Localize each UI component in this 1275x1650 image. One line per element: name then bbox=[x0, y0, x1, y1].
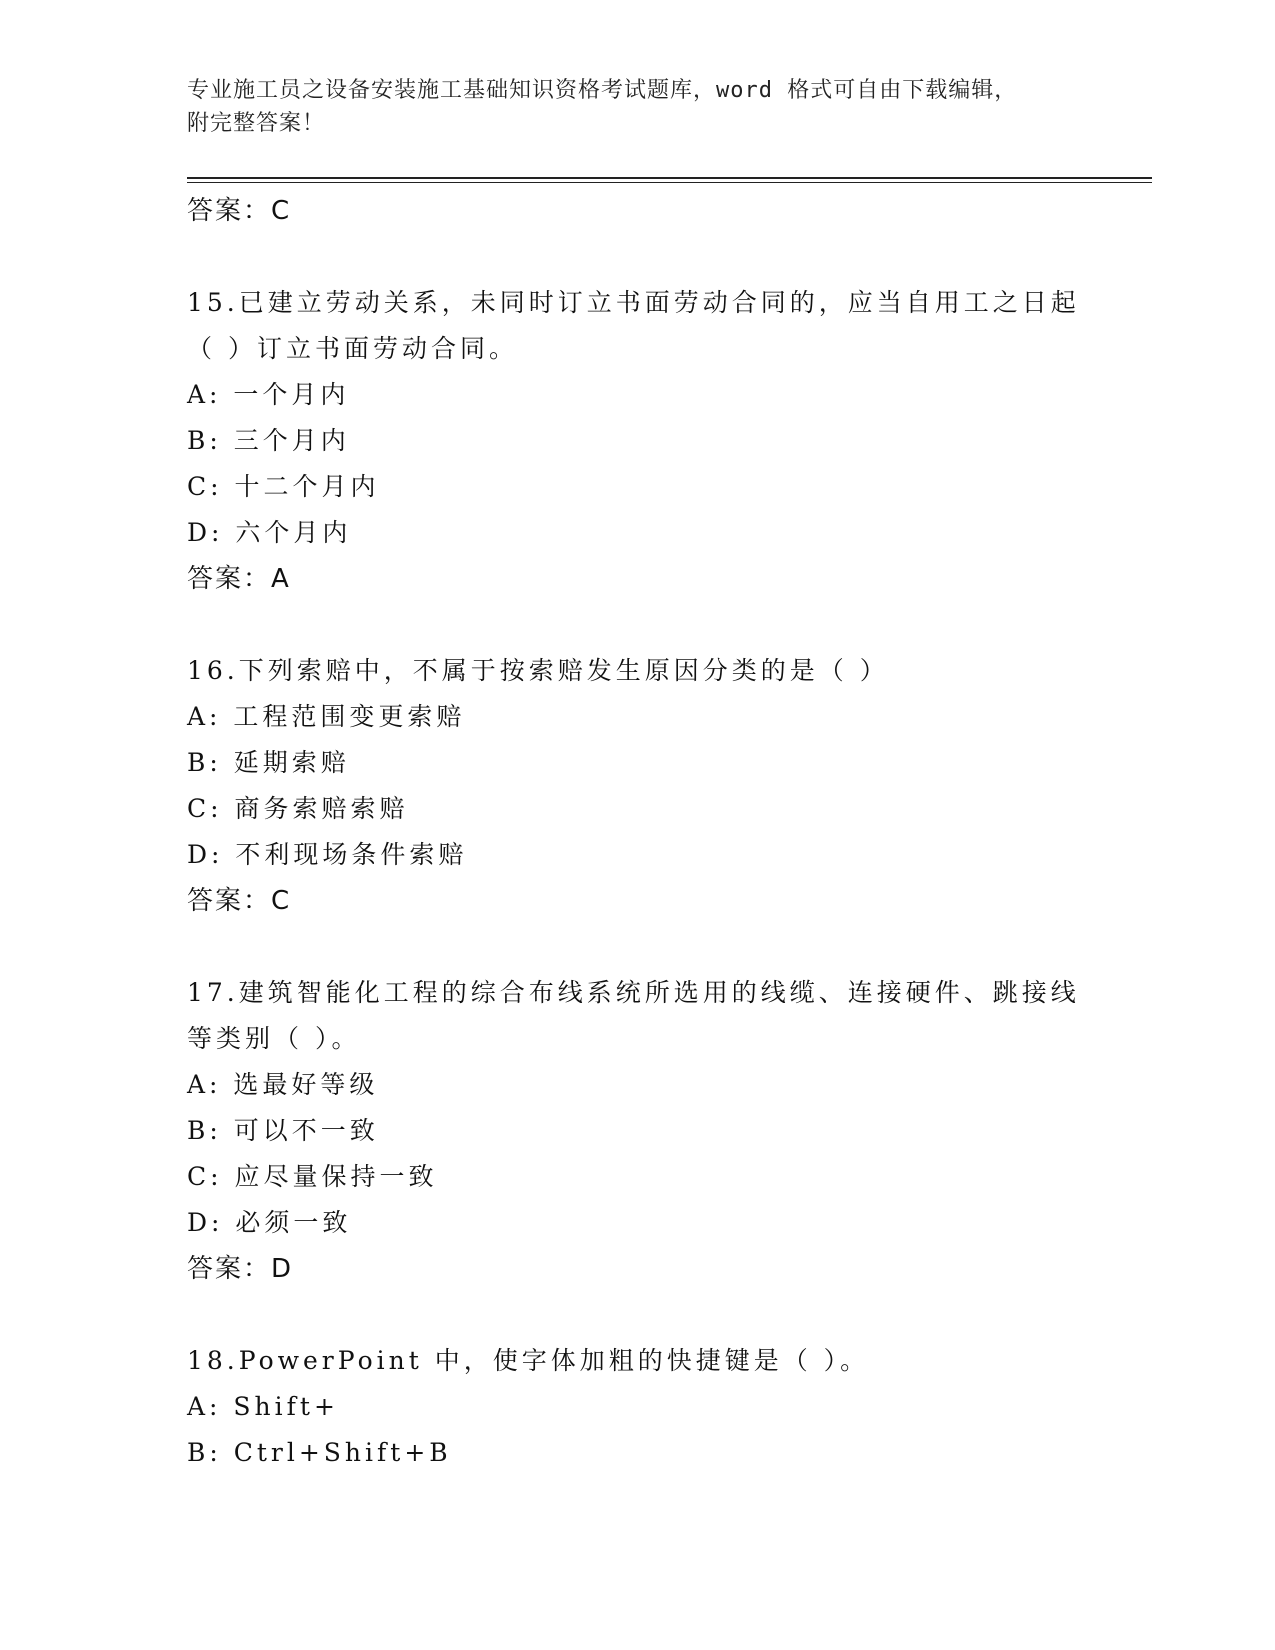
option-c: C: 应尽量保持一致 bbox=[187, 1162, 438, 1191]
option-b: B: Ctrl+Shift+B bbox=[187, 1438, 452, 1467]
header-line-1: 专业施工员之设备安装施工基础知识资格考试题库，word 格式可自由下载编辑， bbox=[187, 78, 1018, 103]
answer-line: 答案：A bbox=[187, 564, 291, 594]
question-block bbox=[187, 1338, 1087, 1476]
answer-line: 答案：C bbox=[187, 196, 292, 226]
option-a: A: 一个月内 bbox=[187, 380, 350, 409]
header-rule-thin bbox=[187, 182, 1152, 183]
option-b: B: 可以不一致 bbox=[187, 1116, 379, 1145]
question-text: 18.PowerPoint 中，使字体加粗的快捷键是（ ）。 bbox=[187, 1346, 870, 1375]
answer-line: 答案：C bbox=[187, 886, 292, 916]
question-block bbox=[187, 280, 1087, 602]
option-c: C: 十二个月内 bbox=[187, 472, 380, 501]
option-d: D: 必须一致 bbox=[187, 1208, 352, 1237]
question-text: （ ）订立书面劳动合同。 bbox=[187, 334, 518, 363]
question-block bbox=[187, 648, 1087, 924]
spacer bbox=[187, 602, 1087, 648]
option-b: B: 延期索赔 bbox=[187, 748, 350, 777]
option-d: D: 不利现场条件索赔 bbox=[187, 840, 468, 869]
answer-line: 答案：D bbox=[187, 1254, 294, 1284]
page-header bbox=[187, 74, 1067, 140]
option-b: B: 三个月内 bbox=[187, 426, 350, 455]
question-block bbox=[187, 970, 1087, 1292]
spacer bbox=[187, 1292, 1087, 1338]
header-rule-thick bbox=[187, 177, 1152, 179]
spacer bbox=[187, 924, 1087, 970]
option-d: D: 六个月内 bbox=[187, 518, 352, 547]
question-text: 15.已建立劳动关系，未同时订立书面劳动合同的，应当自用工之日起 bbox=[187, 288, 1080, 317]
option-a: A: 工程范围变更索赔 bbox=[187, 702, 466, 731]
option-a: A: 选最好等级 bbox=[187, 1070, 379, 1099]
question-text: 17.建筑智能化工程的综合布线系统所选用的线缆、连接硬件、跳接线 bbox=[187, 978, 1080, 1007]
question-text: 等类别（ ）。 bbox=[187, 1024, 361, 1053]
question-content bbox=[187, 188, 1087, 1476]
question-text: 16.下列索赔中，不属于按索赔发生原因分类的是（ ） bbox=[187, 656, 889, 685]
spacer bbox=[187, 234, 1087, 280]
option-c: C: 商务索赔索赔 bbox=[187, 794, 409, 823]
option-a: A: Shift+ bbox=[187, 1392, 339, 1421]
header-line-2: 附完整答案！ bbox=[187, 111, 326, 136]
